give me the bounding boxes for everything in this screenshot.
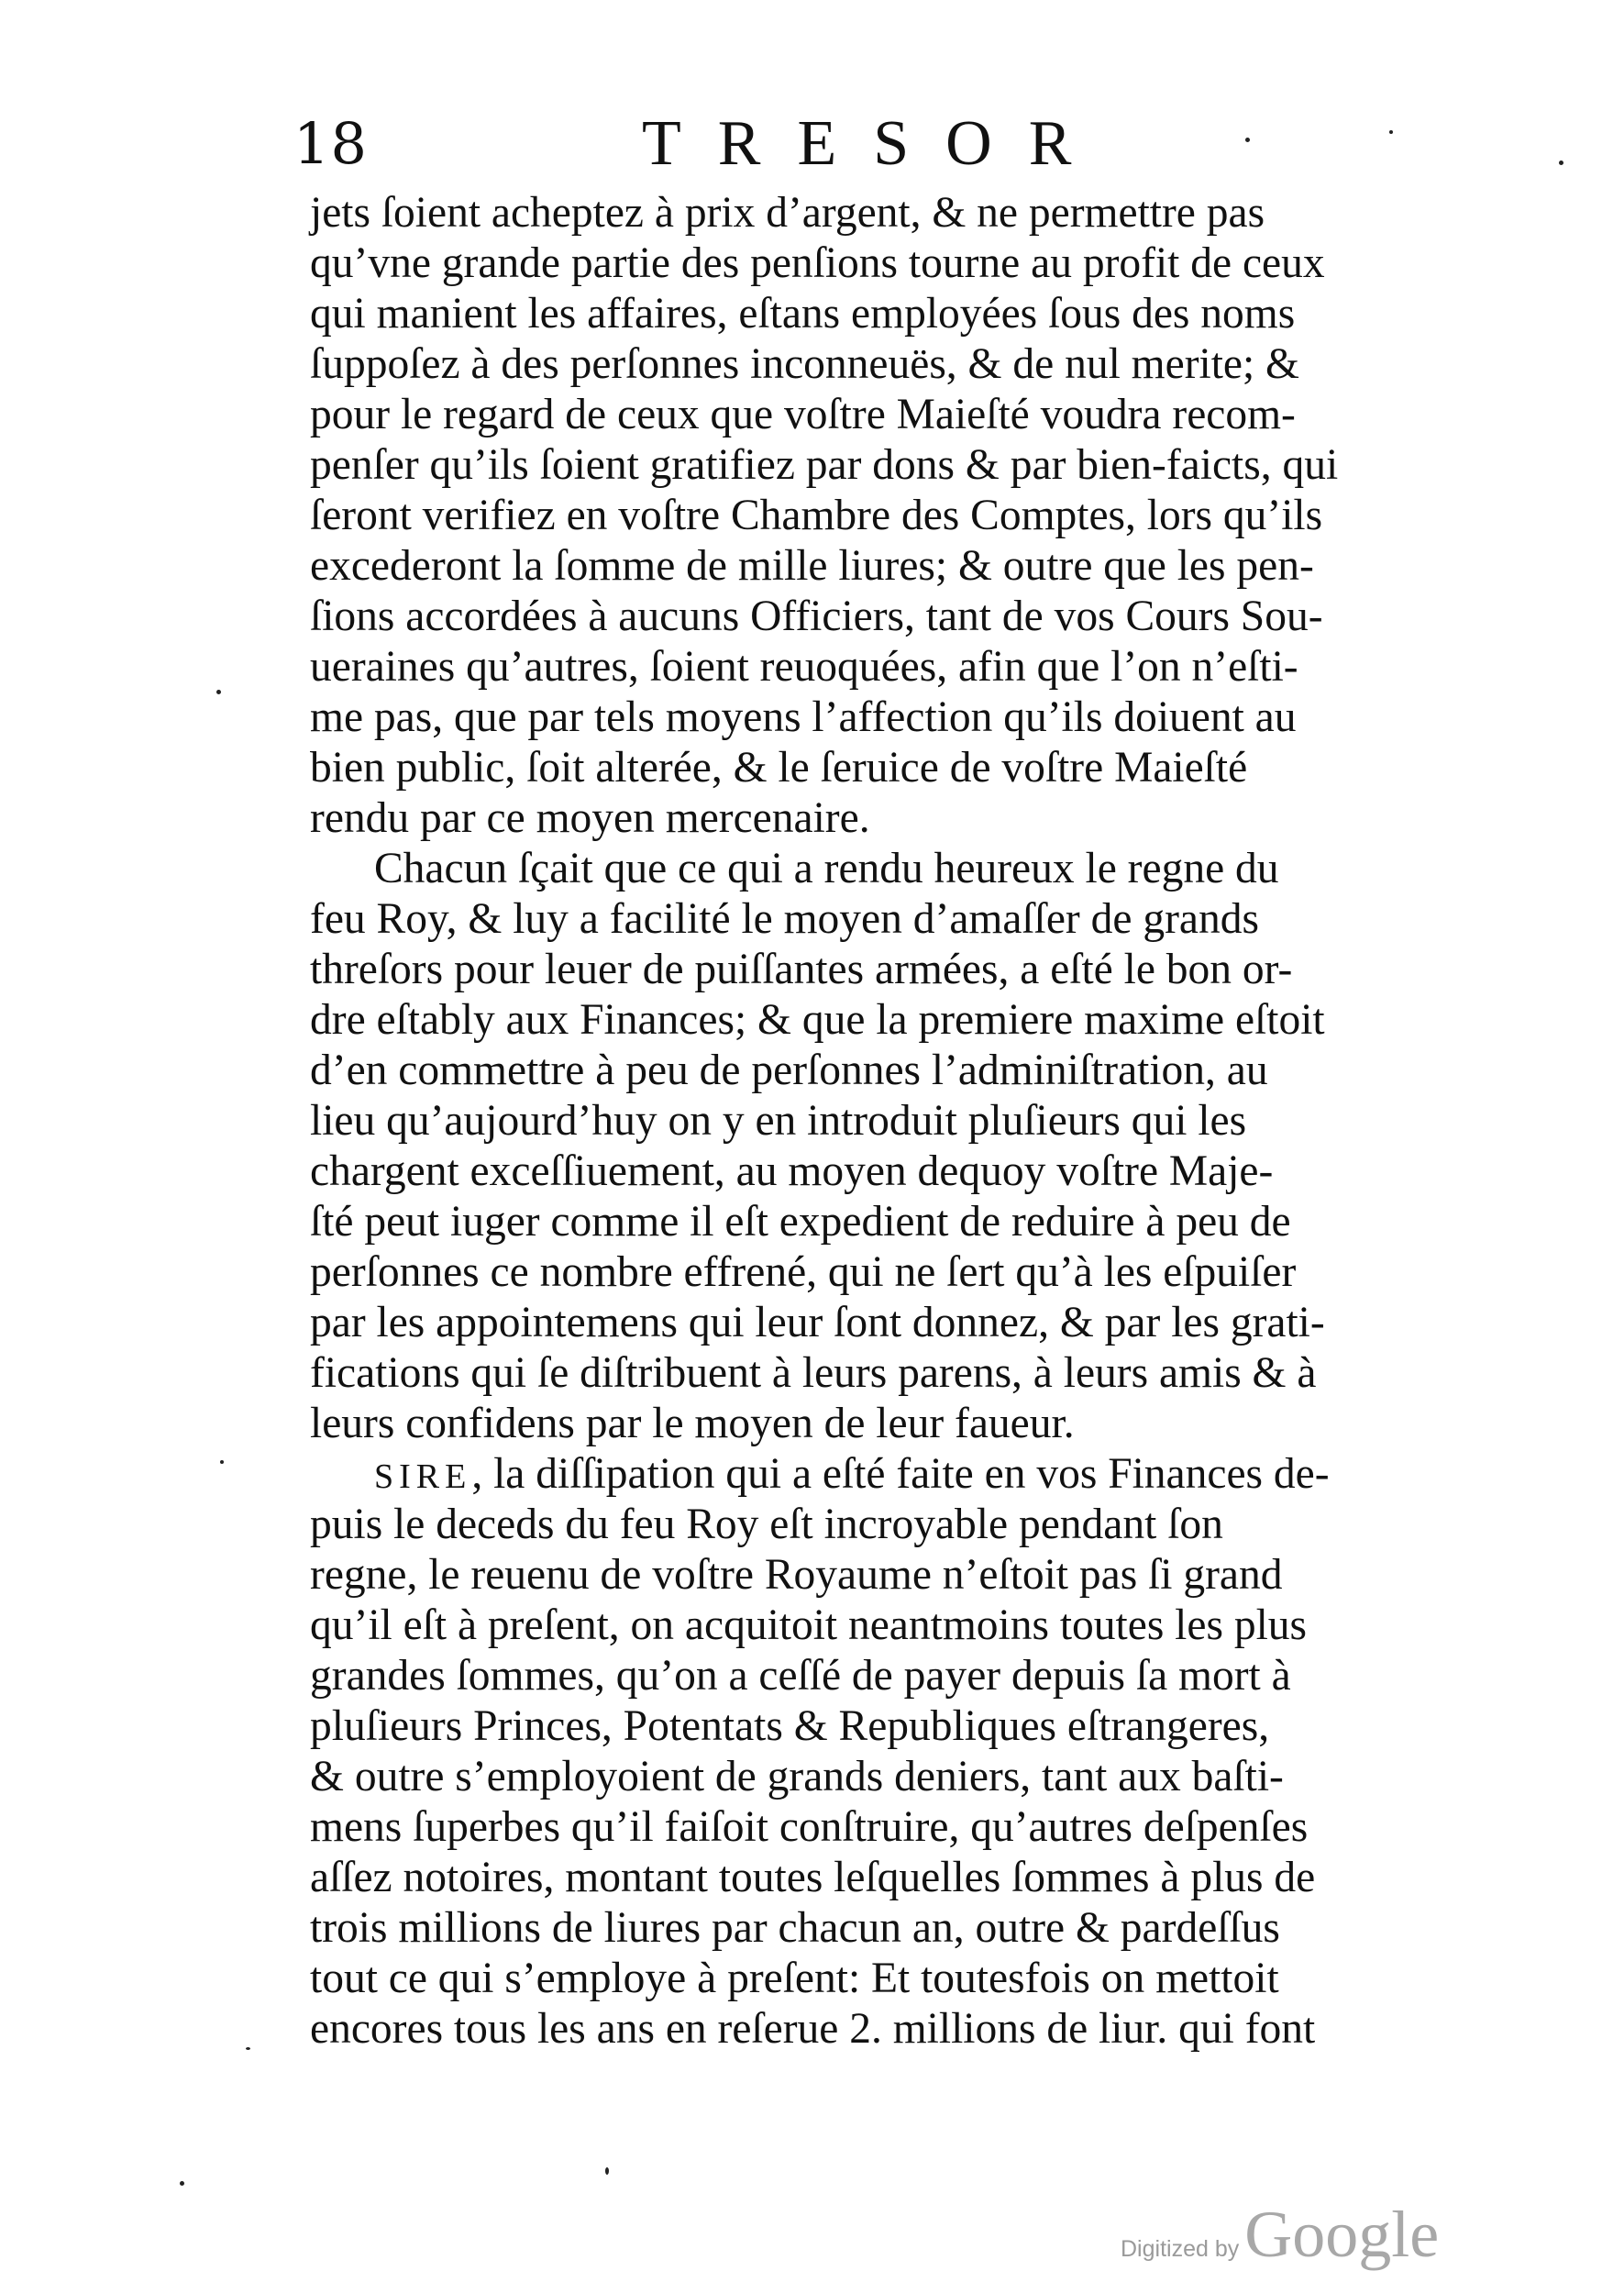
text-line: par les appointemens qui leur ſont donnez, & par les grati- xyxy=(310,1299,1325,1346)
text-line: regne, le reuenu de voſtre Royaume n’eſtoit pas ſi grand xyxy=(310,1551,1283,1599)
text-line: ſté peut iuger comme il eſt expedient de reduire à peu de xyxy=(310,1198,1291,1246)
scan-speck xyxy=(180,2181,184,2186)
text-line: grandes ſommes, qu’on a ceſſé de payer depuis ſa mort à xyxy=(310,1652,1291,1700)
text-line: mens ſuperbes qu’il faiſoit conſtruire, qu’autres deſpenſes xyxy=(310,1803,1309,1851)
page-number: 18 xyxy=(293,110,368,177)
text-line: lieu qu’aujourd’huy on y en introduit pluſieurs qui les xyxy=(310,1097,1247,1145)
text-line: ſuppoſez à des perſonnes inconneuës, & de nul merite; & xyxy=(310,340,1300,388)
text-line: & outre s’employoient de grands deniers, tant aux baſti- xyxy=(310,1753,1284,1800)
text-line: trois millions de liures par chacun an, outre & pardeſſus xyxy=(310,1904,1280,1952)
text-line: me pas, que par tels moyens l’affection qu’ils doiuent au xyxy=(310,693,1297,741)
text-line: encores tous les ans en reſerue 2. millions de liur. qui font xyxy=(310,2005,1316,2053)
text-line: puis le deceds du feu Roy eſt incroyable pendant ſon xyxy=(310,1501,1223,1548)
text-line: excederont la ſomme de mille liures; & outre que les pen- xyxy=(310,542,1314,590)
text-line: bien public, ſoit alterée, & le ſeruice de voſtre Maieſté xyxy=(310,744,1248,792)
scan-speck xyxy=(220,1460,224,1464)
text-line: pluſieurs Princes, Potentats & Republiques eſtrangeres, xyxy=(310,1702,1270,1750)
text-line xyxy=(310,1449,1424,1500)
page-header xyxy=(293,103,1431,185)
text-line: tout ce qui s’employe à preſent: Et toutesfois on mettoit xyxy=(310,1955,1279,2002)
text-line-rest: , la diſſipation qui a eſté faite en vos Finances de- xyxy=(471,1450,1330,1498)
text-line: jets ſoient acheptez à prix d’argent, & ne permettre pas xyxy=(310,189,1265,237)
text-line: pour le regard de ceux que voſtre Maieſté voudra recom- xyxy=(310,391,1296,438)
body-text xyxy=(310,188,1424,2055)
text-line: feu Roy, & luy a facilité le moyen d’amaſſer de grands xyxy=(310,895,1259,943)
text-line: dre eſtably aux Finances; & que la premiere maxime eſtoit xyxy=(310,996,1325,1044)
text-line: qui manient les affaires, eſtans employées ſous des noms xyxy=(310,290,1296,338)
sire-small-caps: SIRE xyxy=(374,1457,472,1496)
text-line: ueraines qu’autres, ſoient reuoquées, afin que l’on n’eſti- xyxy=(310,643,1298,691)
running-title: TRESOR xyxy=(642,108,1109,179)
text-line: chargent exceſſiuement, au moyen dequoy voſtre Maje- xyxy=(310,1147,1274,1195)
text-line: ſeront verifiez en voſtre Chambre des Comptes, lors qu’ils xyxy=(310,492,1323,539)
scan-speck xyxy=(1559,161,1563,165)
text-line: aſſez notoires, montant toutes leſquelles ſommes à plus de xyxy=(310,1854,1316,1901)
text-line: Chacun ſçait que ce qui a rendu heureux le regne du xyxy=(374,845,1279,892)
text-line: d’en commettre à peu de perſonnes l’adminiſtration, au xyxy=(310,1047,1268,1094)
text-line: ſions accordées à aucuns Officiers, tant de vos Cours Sou- xyxy=(310,593,1323,640)
scan-speck xyxy=(1245,138,1250,142)
scan-speck xyxy=(216,690,221,694)
text-line: penſer qu’ils ſoient gratifiez par dons & par bien-faicts, qui xyxy=(310,441,1339,489)
scan-speck xyxy=(1389,130,1393,134)
text-line: rendu par ce moyen mercenaire. xyxy=(310,794,870,842)
text-line: qu’vne grande partie des penſions tourne au profit de ceux xyxy=(310,239,1325,287)
digitized-watermark xyxy=(1121,2197,1439,2273)
scan-speck xyxy=(605,2167,609,2175)
watermark-prefix: Digitized by xyxy=(1121,2236,1240,2262)
text-line: perſonnes ce nombre effrené, qui ne ſert qu’à les eſpuiſer xyxy=(310,1248,1297,1296)
scan-speck xyxy=(246,2047,250,2050)
google-logo: Google xyxy=(1244,2198,1440,2271)
text-line: fications qui ſe diſtribuent à leurs parens, à leurs amis & à xyxy=(310,1349,1317,1397)
text-line: threſors pour leuer de puiſſantes armées, a eſté le bon or- xyxy=(310,946,1293,993)
text-line: leurs confidens par le moyen de leur faueur. xyxy=(310,1400,1075,1447)
text-line: qu’il eſt à preſent, on acquitoit neantmoins toutes les plus xyxy=(310,1601,1308,1649)
